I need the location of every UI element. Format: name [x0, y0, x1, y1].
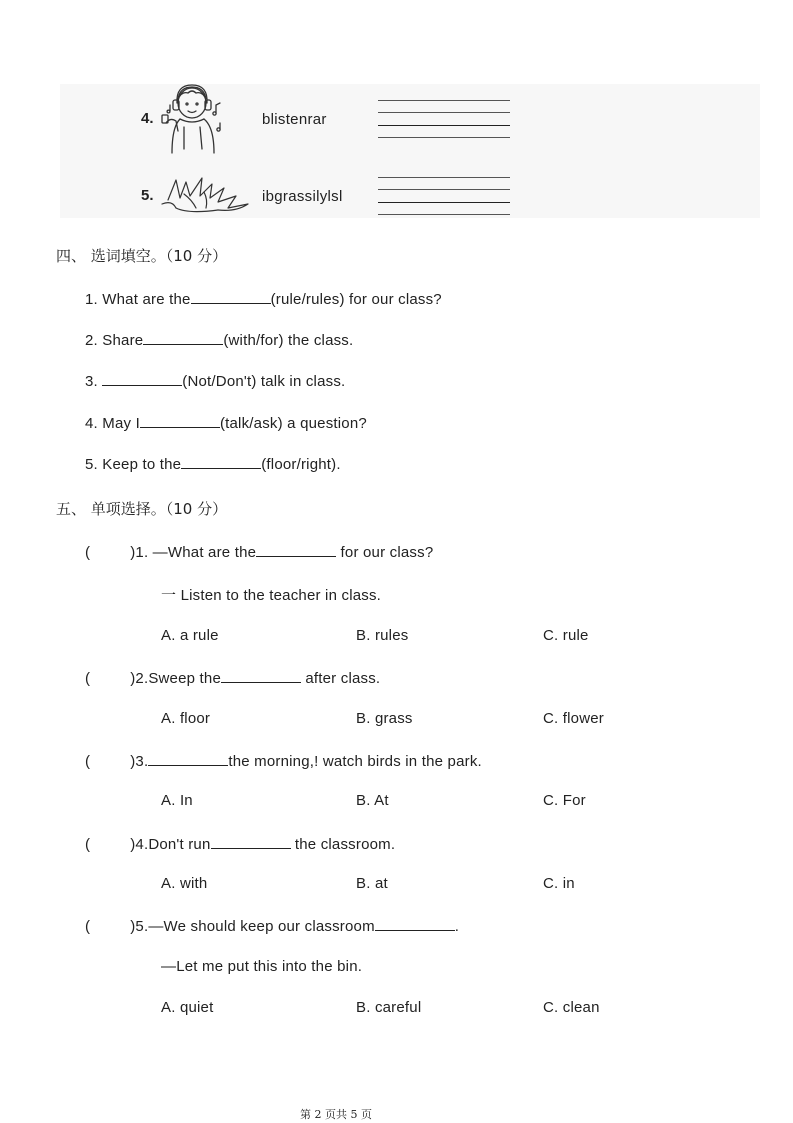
answer-paren-open: ( — [85, 544, 91, 561]
option-c[interactable]: C. flower — [543, 710, 604, 727]
answer-paren-open: ( — [85, 918, 91, 935]
scrambled-word: blistenrar — [262, 111, 327, 128]
answer-blank[interactable] — [143, 330, 223, 345]
fill-blank-item — [85, 413, 367, 432]
question-text-before: 2.Sweep the — [135, 670, 221, 687]
option-a[interactable]: A. quiet — [161, 999, 214, 1016]
answer-blank[interactable] — [140, 413, 220, 428]
item-text-after: (floor/right). — [261, 456, 341, 473]
dialogue-response: —Let me put this into the bin. — [161, 958, 363, 975]
answer-blank[interactable] — [148, 751, 228, 766]
question-text-before: 3. — [135, 753, 149, 770]
question-text-before: 5.—We should keep our classroom — [135, 918, 375, 935]
item-text-before: 5. Keep to the — [85, 456, 182, 473]
item-text-before: 2. Share — [85, 332, 144, 349]
writing-lines[interactable] — [378, 100, 510, 140]
option-b[interactable]: B. at — [356, 875, 388, 892]
answer-paren-open: ( — [85, 670, 91, 687]
question-text-after: . — [454, 918, 460, 935]
item-text-after: (talk/ask) a question? — [219, 415, 367, 432]
option-b[interactable]: B. At — [356, 792, 389, 809]
choice-question — [85, 668, 380, 687]
section-5-title: 五、 单项选择。（10 分） — [56, 500, 228, 518]
answer-paren-close: ) — [130, 670, 136, 687]
fill-blank-item — [85, 289, 442, 308]
fill-blank-item — [85, 454, 341, 473]
question-text-before: 1. —What are the — [135, 544, 257, 561]
item-text-after: (rule/rules) for our class? — [270, 291, 442, 308]
question-text-after: after class. — [301, 670, 381, 687]
item-text-after: (with/for) the class. — [223, 332, 354, 349]
fill-blank-item — [85, 330, 353, 349]
answer-blank[interactable] — [191, 289, 271, 304]
option-a[interactable]: A. In — [161, 792, 193, 809]
answer-paren-close: ) — [130, 544, 136, 561]
grass-icon — [158, 174, 252, 216]
answer-paren-open: ( — [85, 836, 91, 853]
word-item-number: 4. — [141, 110, 154, 127]
answer-paren-close: ) — [130, 753, 136, 770]
option-c[interactable]: C. rule — [543, 627, 589, 644]
option-a[interactable]: A. a rule — [161, 627, 219, 644]
scrambled-word: ibgrassilylsl — [262, 188, 343, 205]
option-c[interactable]: C. in — [543, 875, 575, 892]
item-text-before: 1. What are the — [85, 291, 191, 308]
word-item-number: 5. — [141, 187, 154, 204]
section-4-title: 四、 选词填空。（10 分） — [56, 247, 228, 265]
option-b[interactable]: B. rules — [356, 627, 409, 644]
option-a[interactable]: A. floor — [161, 710, 211, 727]
answer-blank[interactable] — [375, 916, 455, 931]
answer-blank[interactable] — [211, 834, 291, 849]
question-text-after: the morning,! watch birds in the park. — [228, 753, 482, 770]
option-a[interactable]: A. with — [161, 875, 208, 892]
answer-paren-close: ) — [130, 836, 136, 853]
boy-with-headphones-icon — [158, 83, 228, 155]
item-text-before: 3. — [85, 373, 103, 390]
answer-blank[interactable] — [256, 542, 336, 557]
option-c[interactable]: C. For — [543, 792, 586, 809]
question-text-after: for our class? — [336, 544, 434, 561]
dialogue-response: 一 Listen to the teacher in class. — [161, 587, 382, 604]
item-text-after: (Not/Don't) talk in class. — [182, 373, 346, 390]
answer-blank[interactable] — [181, 454, 261, 469]
option-b[interactable]: B. careful — [356, 999, 422, 1016]
answer-paren-close: ) — [130, 918, 136, 935]
choice-question — [85, 751, 482, 770]
answer-paren-open: ( — [85, 753, 91, 770]
item-text-before: 4. May I — [85, 415, 140, 432]
page-number: 第 2 页共 5 页 — [300, 1108, 372, 1121]
writing-lines[interactable] — [378, 177, 510, 217]
fill-blank-item — [85, 371, 345, 390]
choice-question — [85, 834, 395, 853]
option-b[interactable]: B. grass — [356, 710, 413, 727]
answer-blank[interactable] — [221, 668, 301, 683]
choice-question — [85, 542, 433, 561]
question-text-before: 4.Don't run — [135, 836, 211, 853]
option-c[interactable]: C. clean — [543, 999, 600, 1016]
choice-question — [85, 916, 459, 935]
answer-blank[interactable] — [102, 371, 182, 386]
question-text-after: the classroom. — [290, 836, 396, 853]
